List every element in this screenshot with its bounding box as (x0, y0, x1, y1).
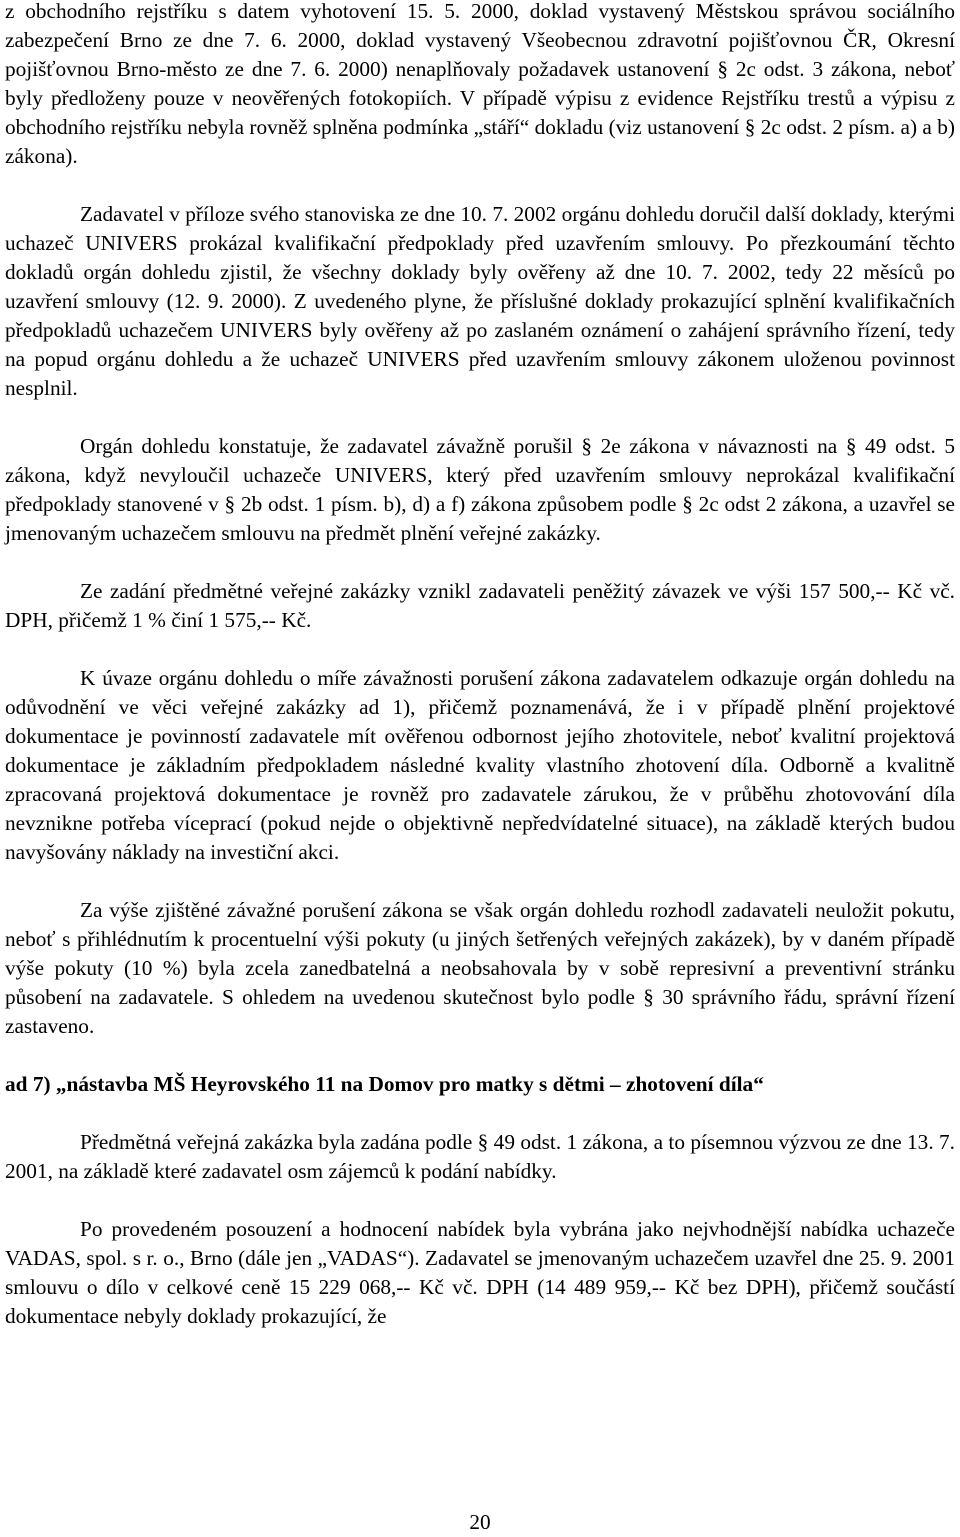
page-number: 20 (469, 1510, 491, 1534)
paragraph-gap (5, 1186, 955, 1215)
paragraph-gap (5, 1099, 955, 1128)
paragraph-gap (5, 867, 955, 896)
paragraph-gap (5, 171, 955, 200)
section-heading: ad 7) „nástavba MŠ Heyrovského 11 na Domov pro matky s dětmi – zhotovení díla“ (5, 1072, 764, 1096)
paragraph-gap (5, 403, 955, 432)
paragraph-contract-award: Předmětná veřejná zakázka byla zadána podle § 49 odst. 1 zákona, a to písemnou výzvou ze dne 13. 7. 2001, na základě které zadavatel osm zájemců k podání nabídky. (5, 1130, 955, 1183)
paragraph-severity-consideration: K úvaze orgánu dohledu o míře závažnosti porušení zákona zadavatelem odkazuje orgán dohledu na odůvodnění ve věci veřejné zakázky ad 1), přičemž poznamenává, že i v případě plnění projektové dokumentace je povinností zadavatele mít ověřenou odbornost jejího zhotovitele, neboť kvalitní projektová dokumentace je základním předpokladem následné kvality vlastního zhotovení díla. Odborně a kvalitně zpracovaná projektová dokumentace je rovněž pro zadavatele zárukou, že v průběhu zhotovování díla nevznikne potřeba víceprací (pokud nejde o objektivně nepředvídatelné situace), na základě kterých budou navyšovány náklady na investiční akci. (5, 666, 955, 864)
paragraph-vadas-selection: Po provedeném posouzení a hodnocení nabídek byla vybrána jako nejvhodnější nabídka uchazeče VADAS, spol. s r. o., Brno (dále jen „VADAS“). Zadavatel se jmenovaným uchazečem uzavřel dne 25. 9. 2001 smlouvu o dílo v celkové ceně 15 229 068,-- Kč vč. DPH (14 489 959,-- Kč bez DPH), přičemž součástí dokumentace nebyly doklady prokazující, že (5, 1217, 955, 1328)
paragraph-financial-obligation: Ze zadání předmětné veřejné zakázky vznikl zadavateli peněžitý závazek ve výši 157 500,-- Kč vč. DPH, přičemž 1 % činí 1 575,-- Kč. (5, 579, 955, 632)
paragraph-univers-verification: Zadavatel v příloze svého stanoviska ze dne 10. 7. 2002 orgánu dohledu doručil další doklady, kterými uchazeč UNIVERS prokázal kvalifikační předpoklady před uzavřením smlouvy. Po přezkoumání těchto dokladů orgán dohledu zjistil, že všechny doklady byly ověřeny až dne 10. 7. 2002, tedy 22 měsíců po uzavření smlouvy (12. 9. 2000). Z uvedeného plyne, že příslušné doklady prokazující splnění kvalifikačních předpokladů uchazečem UNIVERS byly ověřeny až po zaslaném oznámení o zahájení správního řízení, tedy na popud orgánu dohledu a že uchazeč UNIVERS před uzavřením smlouvy zákonem uloženou povinnost nesplnil. (5, 202, 955, 400)
paragraph-gap (5, 548, 955, 577)
paragraph-continuation: z obchodního rejstříku s datem vyhotovení 15. 5. 2000, doklad vystavený Městskou správou sociálního zabezpečení Brno ze dne 7. 6. 2000, doklad vystavený Všeobecnou zdravotní pojišťovnou ČR, Okresní pojišťovnou Brno-město ze dne 7. 6. 2000) nenaplňovaly požadavek ustanovení § 2c odst. 3 zákona, neboť byly předloženy pouze v neověřených fotokopiích. V případě výpisu z evidence Rejstříku trestů a výpisu z obchodního rejstříku nebyla rovněž splněna podmínka „stáří“ dokladu (viz ustanovení § 2c odst. 2 písm. a) a b) zákona). (5, 0, 955, 168)
document-page (5, 0, 955, 1331)
paragraph-violation-finding: Orgán dohledu konstatuje, že zadavatel závažně porušil § 2e zákona v návaznosti na § 49 odst. 5 zákona, když nevyloučil uchazeče UNIVERS, který před uzavřením smlouvy neprokázal kvalifikační předpoklady stanovené v § 2b odst. 1 písm. b), d) a f) zákona způsobem podle § 2c odst 2 zákona, a uzavřel se jmenovaným uchazečem smlouvu na předmět plnění veřejné zakázky. (5, 434, 955, 545)
paragraph-no-penalty: Za výše zjištěné závažné porušení zákona se však orgán dohledu rozhodl zadavateli neuložit pokutu, neboť s přihlédnutím k procentuelní výši pokuty (u jiných šetřených veřejných zakázek), by v daném případě výše pokuty (10 %) byla zcela zanedbatelná a neobsahovala by v sobě represivní a preventivní stránku působení na zadavatele. S ohledem na uvedenou skutečnost bylo podle § 30 správního řádu, správní řízení zastaveno. (5, 898, 955, 1038)
paragraph-gap (5, 635, 955, 664)
paragraph-gap (5, 1041, 955, 1070)
